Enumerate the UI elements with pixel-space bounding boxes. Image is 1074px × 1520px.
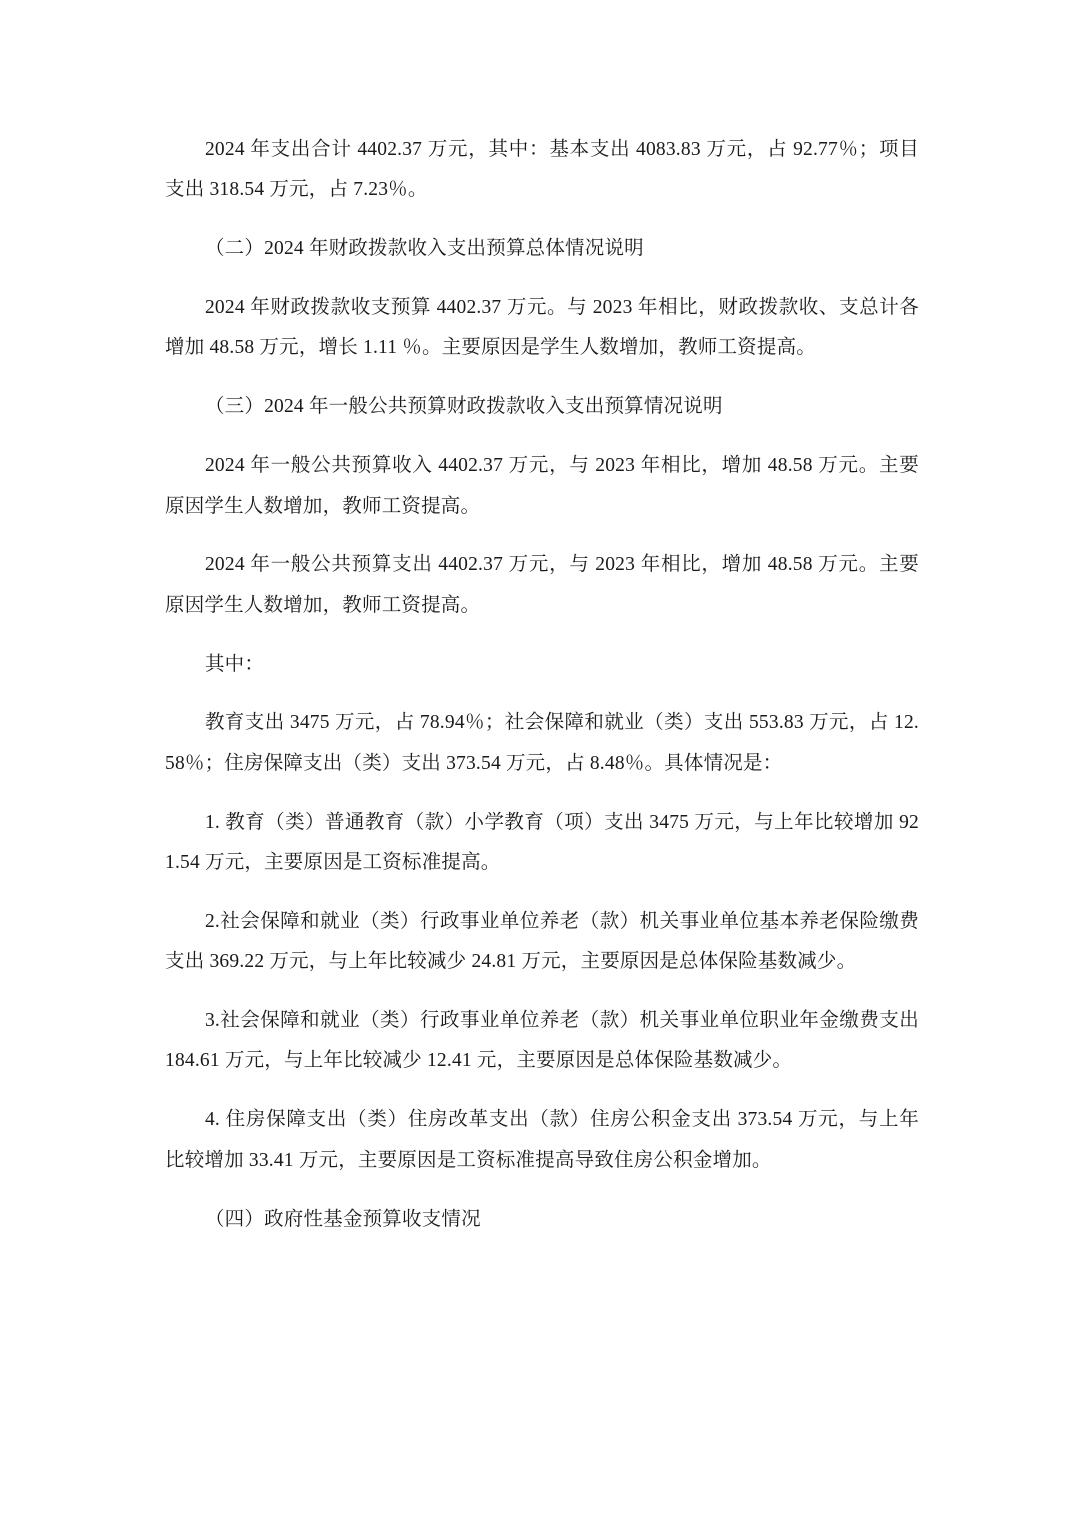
paragraph: 2024 年财政拨款收支预算 4402.37 万元。与 2023 年相比，财政拨款收、支总计各增加 48.58 万元，增长 1.11 ％。主要原因是学生人数增加，教师工资提高。 [165, 297, 919, 359]
list-item: 3.社会保障和就业（类）行政事业单位养老（款）机关事业单位职业年金缴费支出 184.61 万元，与上年比较减少 12.41 元，主要原因是总体保险基数减少。 [165, 1010, 919, 1072]
paragraph: 2024 年一般公共预算收入 4402.37 万元，与 2023 年相比，增加 48.58 万元。主要原因学生人数增加，教师工资提高。 [165, 455, 919, 517]
list-item: 2.社会保障和就业（类）行政事业单位养老（款）机关事业单位基本养老保险缴费支出 369.22 万元，与上年比较减少 24.81 万元，主要原因是总体保险基数减少。 [165, 910, 919, 973]
section-heading-2: （二）2024 年财政拨款收入支出预算总体情况说明 [204, 238, 644, 260]
paragraph: 2024 年支出合计 4402.37 万元，其中：基本支出 4083.83 万元，占 92.77％；项目支出 318.54 万元，占 7.23％。 [165, 139, 919, 201]
paragraph: 教育支出 3475 万元，占 78.94％；社会保障和就业（类）支出 553.83 万元，占 12.58％；住房保障支出（类）支出 373.54 万元，占 8.48％。具体情况是： [165, 712, 919, 774]
document-body [165, 130, 919, 1240]
paragraph: 其中： [204, 653, 265, 675]
paragraph: 2024 年一般公共预算支出 4402.37 万元，与 2023 年相比，增加 48.58 万元。主要原因学生人数增加，教师工资提高。 [165, 554, 919, 616]
section-heading-4: （四）政府性基金预算收支情况 [204, 1208, 481, 1230]
list-item: 1. 教育（类）普通教育（款）小学教育（项）支出 3475 万元，与上年比较增加 921.54 万元，主要原因是工资标准提高。 [165, 811, 919, 874]
section-heading-3: （三）2024 年一般公共预算财政拨款收入支出预算情况说明 [204, 396, 723, 418]
list-item: 4. 住房保障支出（类）住房改革支出（款）住房公积金支出 373.54 万元，与上年比较增加 33.41 万元，主要原因是工资标准提高导致住房公积金增加。 [165, 1109, 919, 1171]
